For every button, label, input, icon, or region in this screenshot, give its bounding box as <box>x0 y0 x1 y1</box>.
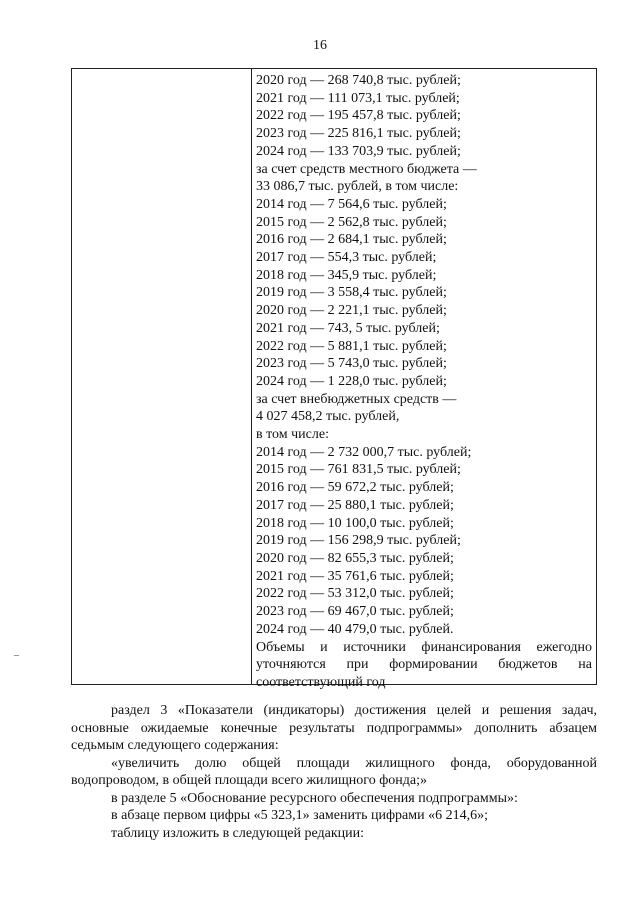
column-divider <box>251 69 252 684</box>
funding-line: в том числе: <box>256 427 329 443</box>
funding-line: 2016 год — 2 684,1 тыс. рублей; <box>256 232 447 248</box>
funding-line: 2024 год — 40 479,0 тыс. рублей. <box>256 621 454 637</box>
funding-line: 2019 год — 3 558,4 тыс. рублей; <box>256 285 447 301</box>
funding-line: 2019 год — 156 298,9 тыс. рублей; <box>256 533 461 549</box>
funding-line: 2015 год — 761 831,5 тыс. рублей; <box>256 462 461 478</box>
section-5-paragraph: в разделе 5 «Обоснование ресурсного обеспечения подпрограммы»: <box>111 790 518 806</box>
funding-line: 2020 год — 2 221,1 тыс. рублей; <box>256 303 447 319</box>
funding-line: 2017 год — 25 880,1 тыс. рублей; <box>256 497 454 513</box>
funding-closing-note: Объемы и источники финансирования ежегодно уточняются при формировании бюджетов на соответствующий год <box>256 639 592 690</box>
funding-cell <box>256 72 592 692</box>
funding-line: 2023 год — 5 743,0 тыс. рублей; <box>256 356 447 372</box>
quoted-indicator-paragraph: «увеличить долю общей площади жилищного фонда, оборудованной водопроводом, в общей площади всего жилищного фонда;» <box>71 755 597 788</box>
margin-mark <box>14 655 19 656</box>
page-number: 16 <box>313 38 327 53</box>
funding-line: 2024 год — 1 228,0 тыс. рублей; <box>256 373 447 389</box>
figures-replacement-paragraph: в абзаце первом цифры «5 323,1» заменить цифрами «6 214,6»; <box>111 808 488 823</box>
funding-line: 2022 год — 53 312,0 тыс. рублей; <box>256 586 454 602</box>
funding-line: 2021 год — 111 073,1 тыс. рублей; <box>256 90 460 106</box>
funding-table <box>71 68 597 690</box>
funding-line: 2022 год — 5 881,1 тыс. рублей; <box>256 338 447 354</box>
funding-line: 2020 год — 82 655,3 тыс. рублей; <box>256 550 454 566</box>
funding-line: за счет средств местного бюджета — <box>256 161 477 177</box>
funding-line: 4 027 458,2 тыс. рублей, <box>256 409 400 425</box>
funding-line: 2023 год — 69 467,0 тыс. рублей; <box>256 604 454 620</box>
funding-line: 2024 год — 133 703,9 тыс. рублей; <box>256 143 461 159</box>
amendment-paragraph: раздел 3 «Показатели (индикаторы) достижения целей и решения задач, основные ожидаемые конечные результаты подпрограммы» дополнить абзацем седьмым следующего содержания: <box>71 703 597 753</box>
funding-line: 2022 год — 195 457,8 тыс. рублей; <box>256 108 461 124</box>
funding-line: 2018 год — 10 100,0 тыс. рублей; <box>256 515 454 531</box>
funding-line: 2014 год — 2 732 000,7 тыс. рублей; <box>256 444 472 460</box>
funding-line: 2017 год — 554,3 тыс. рублей; <box>256 250 437 266</box>
funding-line: 2023 год — 225 816,1 тыс. рублей; <box>256 126 461 142</box>
funding-line: 2014 год — 7 564,6 тыс. рублей; <box>256 196 447 212</box>
funding-line: 2021 год — 35 761,6 тыс. рублей; <box>256 568 454 584</box>
funding-line: 2020 год — 268 740,8 тыс. рублей; <box>256 73 461 88</box>
funding-line: 2015 год — 2 562,8 тыс. рублей; <box>256 214 447 230</box>
table-edit-paragraph: таблицу изложить в следующей редакции: <box>111 825 365 841</box>
funding-line: 33 086,7 тыс. рублей, в том числе: <box>256 179 459 195</box>
body-text <box>71 702 597 842</box>
funding-line: 2021 год — 743, 5 тыс. рублей; <box>256 320 440 336</box>
funding-line: за счет внебюджетных средств — <box>256 391 457 407</box>
funding-line: 2016 год — 59 672,2 тыс. рублей; <box>256 480 454 496</box>
funding-line: 2018 год — 345,9 тыс. рублей; <box>256 267 437 283</box>
